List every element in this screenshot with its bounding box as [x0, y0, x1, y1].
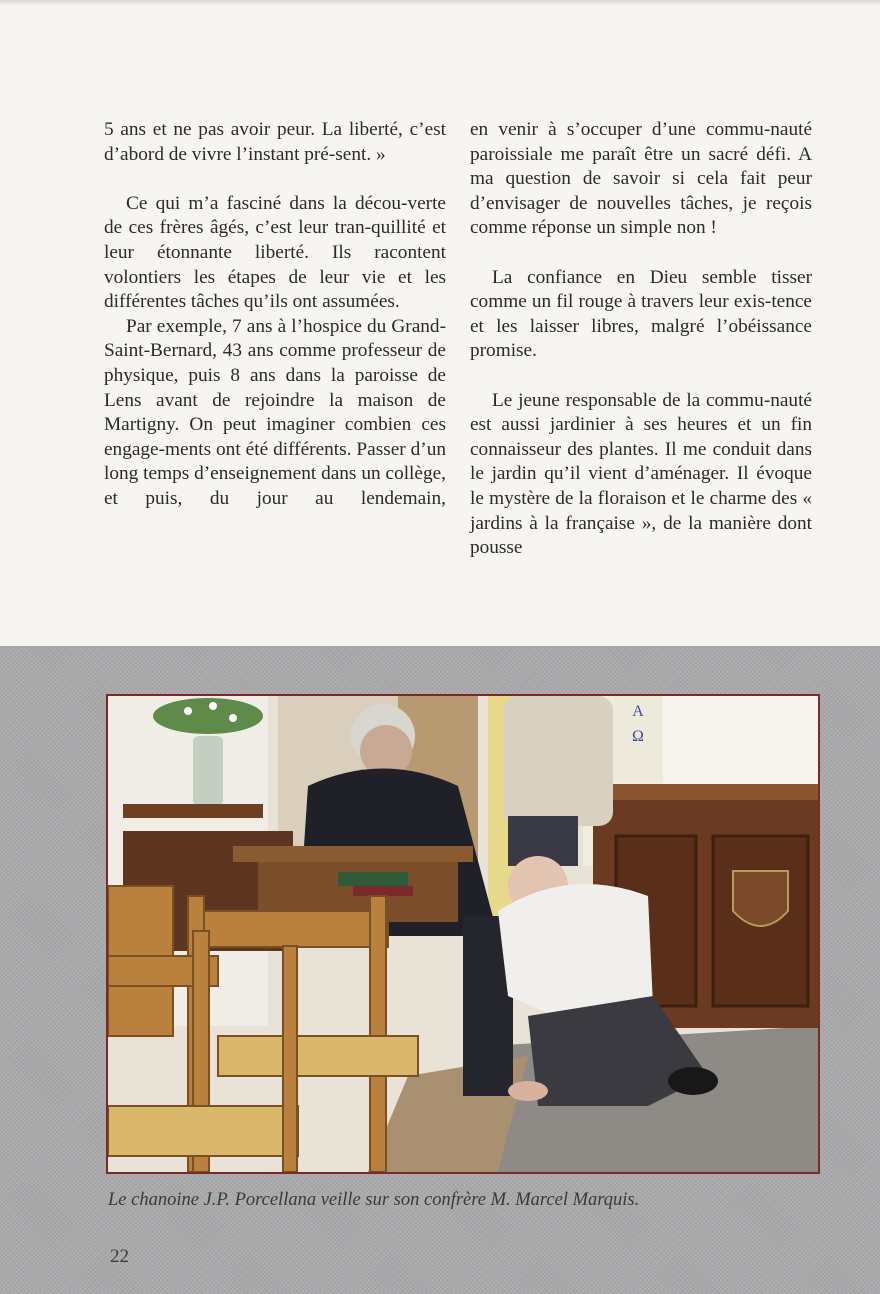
photo-illustration [108, 696, 818, 1172]
page-top-edge [0, 0, 880, 6]
alpha-symbol: A [632, 703, 644, 720]
page-number: 22 [110, 1246, 129, 1267]
paragraph: en venir à s’occuper d’une commu-nauté paroissiale me paraît être un sacré défi. A ma question de savoir si cela fait peur d’envisager de nouvelles tâches, je reçois comme réponse un simple non ! [470, 119, 812, 239]
photo-caption: Le chanoine J.P. Porcellana veille sur son confrère M. Marcel Marquis. [108, 1190, 640, 1210]
text-column-left [104, 118, 446, 512]
text-column-right [470, 118, 812, 561]
paragraph: La confiance en Dieu semble tisser comme un fil rouge à travers leur exis-tence et les laisser libres, malgré l’obéissance promise. [470, 266, 812, 362]
paragraph: Le jeune responsable de la commu-nauté est aussi jardinier à ses heures et un fin connaisseur des plantes. Il me conduit dans le jardin qu’il vient d’aménager. Il évoque le mystère de la floraison et le charme des « jardins à la française », de la manière dont pousse [470, 389, 812, 559]
omega-symbol: Ω [632, 728, 644, 745]
paragraph: Par exemple, 7 ans à l’hospice du Grand-Saint-Bernard, 43 ans comme professeur de physique, puis 8 ans dans la paroisse de Lens avant de rejoindre la maison de Martigny. On peut imaginer combien ces engage-ments ont été différents. Passer d’un long temps d’enseignement dans un collège, et puis, du jour au lendemain, [104, 315, 446, 509]
paragraph: Ce qui m’a fasciné dans la décou-verte de ces frères âgés, c’est leur tran-quillité et leur étonnante liberté. Ils racontent volontiers les étapes de leur vie et les différentes tâches qu’ils ont assumées. [104, 192, 446, 313]
paragraph: 5 ans et ne pas avoir peur. La liberté, c’est d’abord de vivre l’instant pré-sent. » [104, 119, 446, 165]
chapel-photo [106, 694, 820, 1174]
